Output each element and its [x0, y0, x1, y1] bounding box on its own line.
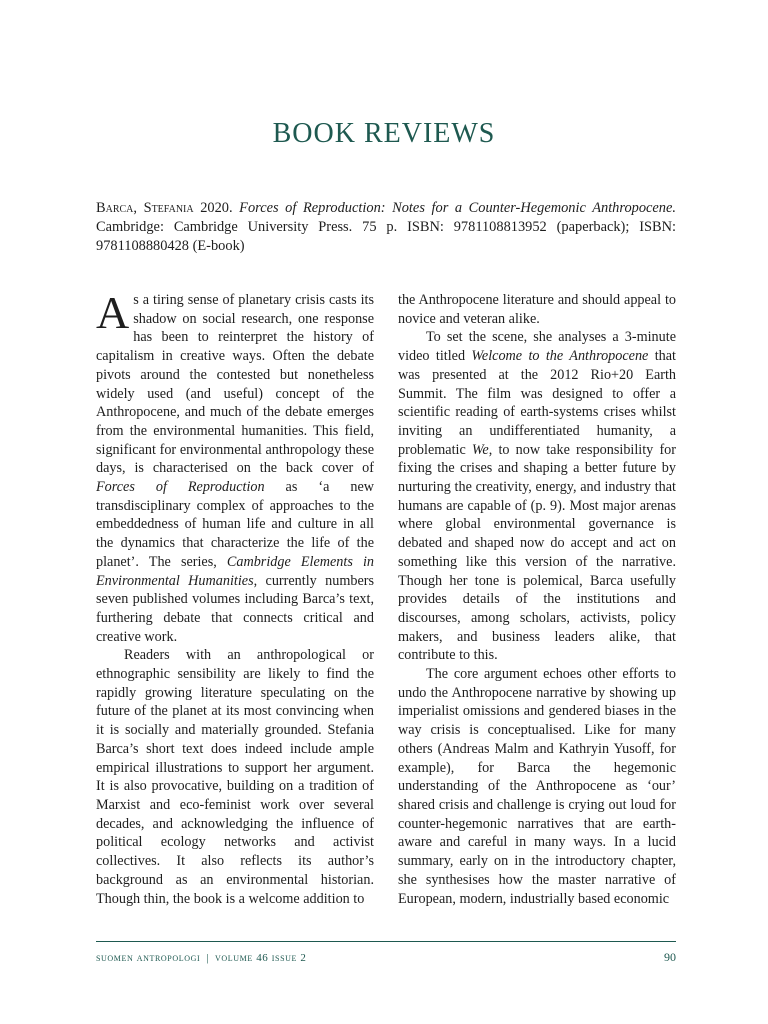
paragraph-text: , currently numbers seven published volumes including Barca’s text, furthering debate that connects critical and creative work. — [96, 572, 374, 645]
paragraph: The core argument echoes other efforts to undo the Anthropocene narrative by showing up imperialist omissions and gendered biases in the way crisis is conceptualised. Like for many others (Andreas Malm and Kathryin Yusoff, for example), for Barca the hegemonic understanding of the Anthropocene as ‘our’ shared crisis and challenge is crying out loud for counter-hegemonic narratives that are earth-aware and careful in many ways. In a lucid summary, early on in the introductory chapter, she synthesises how the master narrative of European, modern, industrially based economic — [398, 666, 676, 907]
citation-book-title: Forces of Reproduction: Notes for a Counter-Hegemonic Anthropocene. — [239, 200, 676, 216]
paragraph-text: that was presented at the 2012 Rio+20 Earth Summit. The film was designed to offer a scientific reading of earth-systems crises whilst inviting an undifferentiated humanity, a problematic — [398, 348, 676, 458]
paragraph: the Anthropocene literature and should appeal to novice and veteran alike. — [398, 292, 676, 327]
video-title-italic: Welcome to the Anthropocene — [471, 348, 649, 365]
footer-divider — [96, 941, 676, 942]
paragraph: Readers with an anthropological or ethnographic sensibility are likely to find the rapidly growing literature speculating on the future of the planet at its most convincing when it is socially and materially grounded. Stefania Barca’s short text does indeed include ample empirical illustrations to support her argument. It is also provocative, building on a tradition of Marxist and eco-feminist work over several decades, and acknowledging the influence of political ecology networks and activist collectives. It also reflects its author’s background as an environmental historian. Though thin, the book is a welcome addition to — [96, 647, 374, 907]
citation-author: Barca, Stefania — [96, 200, 194, 216]
journal-name: suomen antropologi — [96, 952, 201, 964]
volume-issue: volume 46 issue 2 — [215, 952, 307, 964]
paragraph-text: To set the scene, she analyses a 3-minute video titled — [398, 329, 676, 365]
emphasis-italic: We — [471, 441, 489, 458]
paragraph-text: s a tiring sense of planetary crisis casts its shadow on social research, one response has been to reinterpret the history of capitalism in creative ways. Often the debate pivots around the contested but nonetheless widely used (and useful) concept of the Anthropocene, and much of the debate emerges from the environmental humanities. This field, significant for environmental anthropology these days, is characterised on the back cover of — [96, 292, 374, 477]
footer-separator: | — [206, 952, 210, 964]
series-title-italic: Cambridge Elements in Environmental Humanities — [96, 553, 374, 589]
drop-cap: A — [96, 287, 130, 338]
page-title: BOOK REVIEWS — [272, 118, 496, 149]
book-citation — [96, 199, 676, 256]
paragraph-text: as ‘a new transdisciplinary complex of approaches to the embeddedness of human life and culture in all the dynamics that characterize the life of the planet’. The series, — [96, 479, 374, 570]
paragraph — [398, 328, 676, 665]
page-footer — [96, 950, 676, 965]
book-title-italic: Forces of Reproduction — [96, 479, 265, 496]
left-column — [96, 287, 374, 908]
paragraph-text: , to now take responsibility for fixing the crises and shaping a better future by nurturing the creativity, energy, and industry that humans are capable of (p. 9). Most major arenas where global environmental governance is debated and shaped now do accept and act on something like this version of the narrative. Though her tone is polemical, Barca usefully provides details of the institutions and discourses, among scholars, activists, policy makers, and business leaders alike, that contribute to this. — [398, 441, 676, 664]
page-number: 90 — [664, 950, 676, 964]
review-body — [96, 287, 676, 908]
paragraph — [96, 287, 374, 646]
right-column — [398, 291, 676, 908]
journal-info — [96, 952, 306, 964]
citation-year: 2020. — [193, 200, 240, 216]
citation-details: Cambridge: Cambridge University Press. 75 p. ISBN: 9781108813952 (paperback); ISBN: 9781108880428 (E-book) — [96, 219, 676, 254]
